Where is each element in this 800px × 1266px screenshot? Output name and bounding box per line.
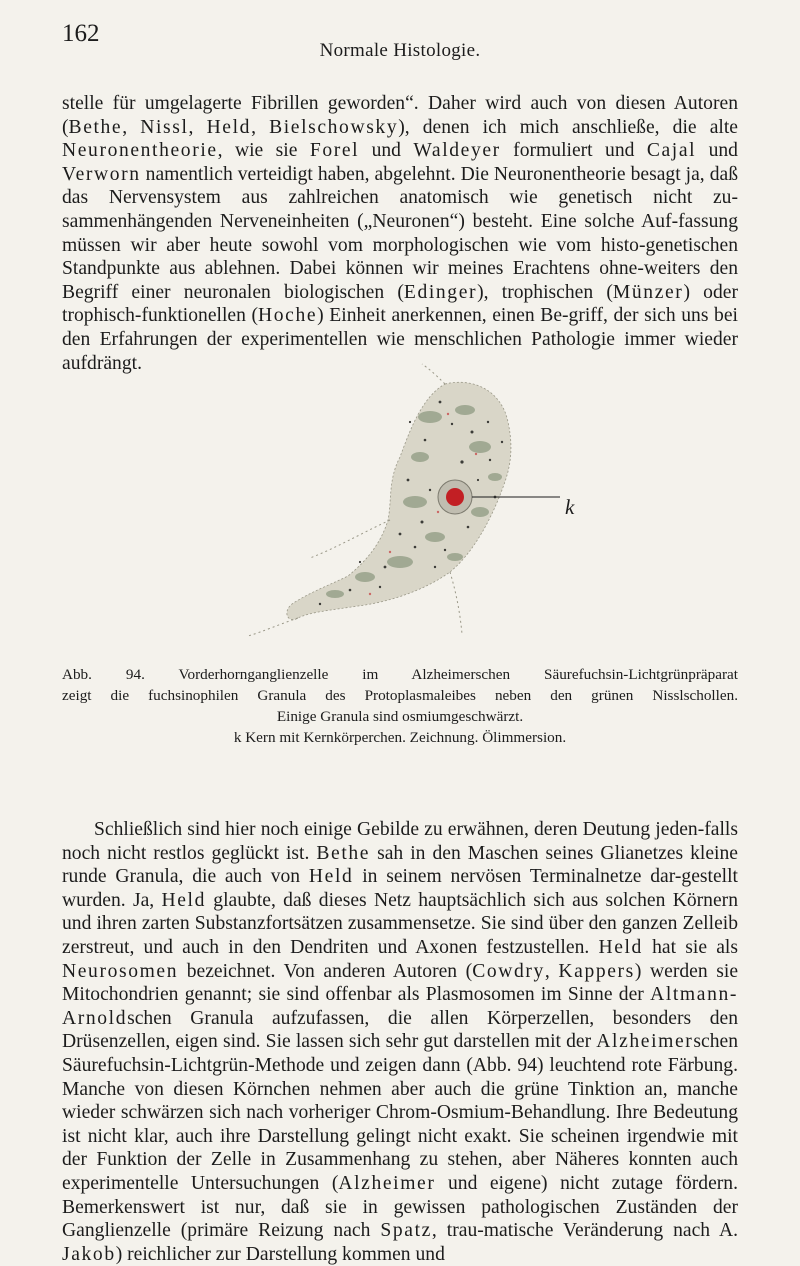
author-edinger: Edinger (403, 281, 478, 303)
page-number: 162 (62, 20, 100, 47)
figure-label-k: k (565, 495, 575, 519)
text: ) werden sie Mitochondrien genannt; sie sind offenbar als Plasmosomen im Sinne der (62, 960, 739, 1006)
author-cajal: Cajal (646, 140, 697, 162)
text: formuliert und (500, 140, 647, 162)
author-kappers: Kappers (558, 960, 635, 982)
figure-caption (62, 664, 738, 748)
dendrite (450, 572, 462, 634)
page-header (62, 20, 738, 60)
dendrite (248, 618, 298, 636)
author-jakob: Jakob (62, 1243, 116, 1265)
text: , (122, 116, 141, 138)
paragraph-neuronentheorie (62, 92, 738, 375)
author-bethe: Bethe (316, 842, 371, 864)
cell-body (287, 382, 511, 619)
author-muenzer: Münzer (612, 281, 684, 303)
text: stelle für umgelagerte Fibrillen geworden“. Daher wird auch von diesen Autoren ( (62, 93, 738, 138)
caption-line: k Kern mit Kernkörperchen. Zeichnung. Ölimmersion. (233, 729, 567, 746)
term-neurosomen: Neurosomen (62, 960, 179, 982)
author-held: Held (206, 116, 252, 138)
text: , (188, 116, 207, 138)
text: und (359, 140, 414, 162)
author-waldeyer: Waldeyer (413, 140, 501, 162)
text: ), denen ich mich anschließe, die alte (398, 116, 739, 138)
dendrite (422, 364, 445, 384)
text: sah in den Maschen seines Glianetzes kleine runde Granula, die auch von (62, 842, 738, 888)
author-nissl: Nissl (140, 116, 189, 138)
caption-line: Abb. 94. Vorderhornganglienzelle im Alzheimerschen Säurefuchsin-Lichtgrünpräparat (62, 666, 738, 683)
author-held: Held (308, 866, 354, 888)
text: namentlich verteidigt haben, abgelehnt. Die Neuronentheorie besagt ja, daß das Nervensystem aus zahlreichen anatomisch wie genetisch nicht zu-sammenhängenden Nerveneinheiten („Neuronen“) besteht. Eine solche Auf-fassung müssen wir aber heute sowohl vom morphologischen wie vom histo-genetischen Standpunkte aus ablehnen. Dabei können wir meines Erachtens ohne-weiters den Begriff einer neuronalen biologischen ( (62, 163, 738, 303)
nucleolus (446, 488, 464, 506)
text: , (544, 960, 559, 982)
text: , (251, 116, 270, 138)
author-hoche: Hoche (258, 305, 318, 327)
caption-line: zeigt die fuchsinophilen Granula des Protoplasmaleibes neben den grünen Nisslschollen. (62, 687, 738, 704)
text: hat sie als (642, 936, 738, 958)
author-forel: Forel (309, 140, 360, 162)
text: Schließlich sind hier noch einige Gebilde zu erwähnen, deren Deutung jeden-falls noch nicht restlos geglückt ist. (62, 819, 738, 864)
author-held: Held (598, 936, 643, 958)
text: ) Einheit anerkennen, einen Be-griff, der sich uns bei den Erfahrungen der experimentellen wie menschlichen Pathologie immer wieder aufdrängt. (62, 305, 738, 374)
author-alzheimer: Alzheimer (338, 1172, 436, 1194)
ganglion-cell-drawing (240, 362, 560, 652)
author-spatz: Spatz (380, 1220, 432, 1242)
text: bezeichnet. Von anderen Autoren ( (178, 960, 473, 982)
text: ) oder trophisch-funktionellen ( (62, 281, 738, 327)
term-neuronentheorie: Neuronentheorie (62, 140, 218, 162)
author-alzheimer: Alzheimer (596, 1031, 694, 1053)
text: schen Säurefuchsin-Lichtgrün-Methode und zeigen dann (Abb. 94) leuchtend rote Färbung. Manche von diesen Körnchen nehmen aber auch die grüne Tinktion an, manche wieder schwärzen sich nach vorheriger Chrom-Osmium-Behandlung. Ihre Bedeutung ist nicht klar, auch ihre Darstellung gelingt nicht exakt. Sie scheinen irgendwie mit der Funktion der Zelle in Zusammenhang zu stehen, aber Näheres konnten auch experimentelle Untersuchungen ( (62, 1031, 738, 1194)
author-verworn: Verworn (62, 163, 141, 185)
author-altmann-arnold: Altmann-Arnold (62, 984, 738, 1029)
text: ) reichlicher zur Darstellung kommen und (115, 1243, 445, 1265)
text: , wie sie (217, 140, 310, 162)
text: und eigene) nicht zutage fördern. Bemerkenswert ist nur, daß sie in gewissen pathologischen Zuständen der Ganglienzelle (primäre Reizung nach (62, 1172, 738, 1242)
paragraph-neurosomen (62, 818, 738, 1266)
author-bielschowsky: Bielschowsky (269, 116, 399, 138)
text: glaubte, daß dieses Netz hauptsächlich sich aus solchen Körnern und ihren zarten Substanzfortsätzen zusammensetze. Sie sind über den ganzen Zelleib zerstreut, und auch in den Dendriten und Axonen festzustellen. (62, 889, 738, 958)
text: in seinem nervösen Terminalnetze dar-gestellt wurden. Ja, (62, 866, 738, 911)
running-head: Normale Histologie. (319, 40, 481, 61)
author-bethe: Bethe (68, 116, 123, 138)
text: , trau-matische Veränderung nach A. (431, 1220, 738, 1242)
caption-line: Einige Granula sind osmiumgeschwärzt. (276, 708, 524, 725)
text: schen Granula aufzufassen, die allen Körperzellen, besonders den Drüsenzellen, eigen sind. Sie lassen sich sehr gut darstellen mit der (62, 1007, 738, 1053)
figure-ganglion-cell (240, 362, 560, 652)
author-held: Held (161, 889, 206, 911)
author-cowdry: Cowdry (472, 960, 545, 982)
text: und (696, 140, 738, 162)
text: ), trophischen ( (477, 281, 613, 303)
